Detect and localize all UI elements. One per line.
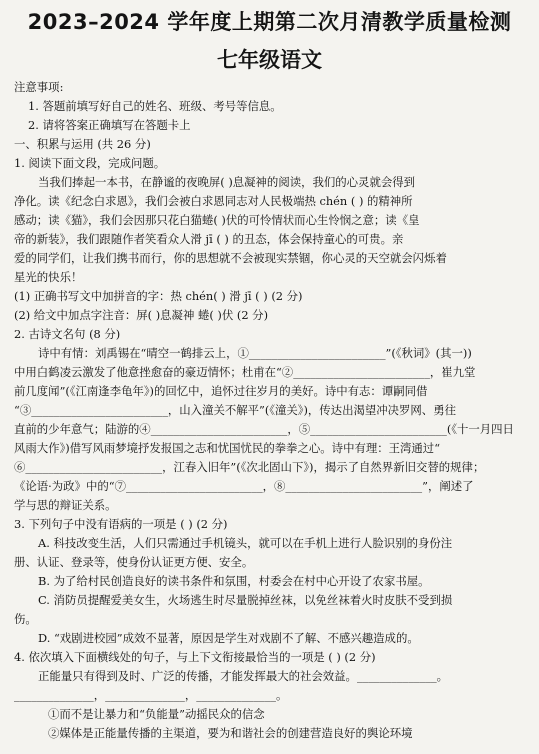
passage-line: 帝的新装》，我们跟随作者笑看众人滑 jī ( ) 的丑态，体会保持童心的可贵。亲: [14, 232, 404, 246]
question-4-title: 4. 依次填入下面横线处的句子，与上下文衔接最恰当的一项是 ( ) (2 分): [14, 650, 376, 664]
question-4-blanks: ______________，______________，______________。: [14, 688, 288, 702]
poem-line: 诗中有情：刘禹锡在“晴空一鹤排云上，①________________________”(《秋词》(其一)): [38, 346, 472, 360]
exam-title: 2023–2024 学年度上期第二次月清教学质量检测: [27, 10, 512, 34]
question-4-choice: ②媒体是正能量传播的主渠道，要为和谐社会的创建营造良好的舆论环境: [48, 726, 413, 740]
poem-line: ⑥________________________，江春入旧年”(《次北固山下》)，揭示了自然界新旧交替的规律；: [14, 460, 485, 474]
poem-line: “③________________________，山入潼关不解平”(《潼关》)，传达出渴望冲决罗网、勇往: [14, 403, 456, 417]
option-d: D. “戏剧进校园”成效不显著，原因是学生对戏剧不了解、不感兴趣造成的。: [38, 631, 419, 645]
question-4-stem: 正能量只有得到及时、广泛的传播，才能发挥最大的社会效益。______________。: [38, 669, 449, 683]
notice-item: 2. 请将答案正确填写在答题卡上: [28, 118, 191, 132]
poem-line: 前几度闻”(《江南逢李龟年》)的回忆中，追怀过往岁月的美好。诗中有志：谭嗣同借: [14, 384, 428, 398]
exam-subtitle: 七年级语文: [217, 48, 322, 72]
exam-content: [14, 78, 528, 743]
poem-line: 风雨大作》)借写风雨梦境抒发报国之志和忧国忧民的拳拳之心。诗中有理：王湾通过“: [14, 441, 441, 455]
passage-line: 星光的快乐！: [14, 270, 83, 284]
question-3-title: 3. 下列句子中没有语病的一项是 ( ) (2 分): [14, 517, 228, 531]
passage-line: 爱的同学们，让我们携书而行，你的思想就不会被现实禁锢，你心灵的天空就会闪烁着: [14, 251, 447, 265]
poem-line: 《论语·为政》中的“⑦________________________，⑧________________________”，阐述了: [14, 479, 474, 493]
option-a: A. 科技改变生活，人们只需通过手机镜头，就可以在手机上进行人脸识别的身份注: [38, 536, 453, 550]
section-heading: 一、积累与运用 (共 26 分): [14, 137, 151, 151]
option-b: B. 为了给村民创造良好的读书条件和氛围，村委会在村中心开设了农家书屋。: [38, 574, 430, 588]
option-c-cont: 伤。: [14, 612, 37, 626]
passage-line: 感动；读《猫》，我们会因那只花白猫蜷( )伏的可怜情状而心生怜悯之意；读《皇: [14, 213, 420, 227]
notice-item: 1. 答题前填写好自己的姓名、班级、考号等信息。: [28, 99, 282, 113]
question-2-title: 2. 古诗文名句 (8 分): [14, 327, 121, 341]
question-4-choice: ①而不是让暴力和“负能量”动摇民众的信念: [48, 707, 265, 721]
option-c: C. 消防员提醒爱美女生，火场逃生时尽量脱掉丝袜，以免丝袜着火时皮肤不受到损: [38, 593, 453, 607]
poem-line: 学与思的辩证关系。: [14, 498, 117, 512]
poem-line: 中用白鹤凌云激发了他意挫愈奋的豪迈情怀；杜甫在“②________________________，崔九堂: [14, 365, 476, 379]
question-1-sub-1: (1) 正确书写文中加拼音的字：热 chén( ) 滑 jī ( ) (2 分): [14, 289, 303, 303]
passage-line: 当我们捧起一本书，在静谧的夜晚屏( )息凝神的阅读，我们的心灵就会得到: [38, 175, 416, 189]
question-1-title: 1. 阅读下面文段，完成问题。: [14, 156, 166, 170]
option-a-cont: 册、认证、登录等，使身份认证更方便、安全。: [14, 555, 254, 569]
passage-line: 净化。读《纪念白求恩》，我们会被白求恩同志对人民极端热 chén ( ) 的精神所: [14, 194, 413, 208]
notice-heading: 注意事项:: [14, 80, 64, 94]
question-1-sub-2: (2) 给文中加点字注音：屏( )息凝神 蜷( )伏 (2 分): [14, 308, 269, 322]
poem-line: 直前的少年意气；陆游的④________________________，⑤________________________(《十一月四日: [14, 422, 514, 436]
